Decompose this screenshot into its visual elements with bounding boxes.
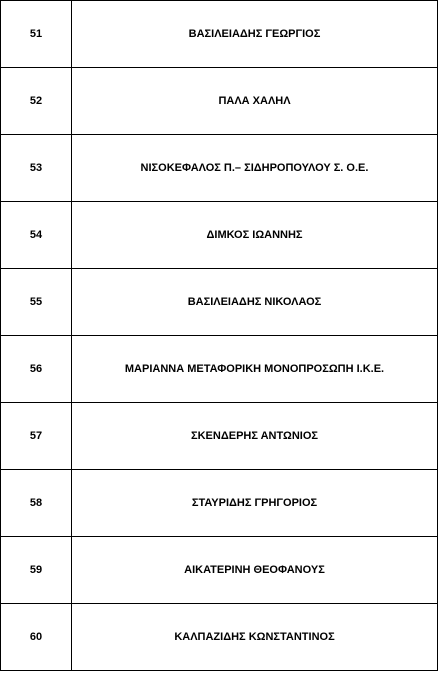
row-number-cell: 56	[1, 336, 72, 403]
row-name-cell: ΔΙΜΚΟΣ ΙΩΑΝΝΗΣ	[72, 202, 438, 269]
row-number-cell: 54	[1, 202, 72, 269]
row-name-cell: ΣΚΕΝΔΕΡΗΣ ΑΝΤΩΝΙΟΣ	[72, 403, 438, 470]
row-number-cell: 53	[1, 135, 72, 202]
row-number-cell: 60	[1, 604, 72, 671]
table-row	[1, 68, 438, 135]
row-name-cell: ΑΙΚΑΤΕΡΙΝΗ ΘΕΟΦΑΝΟΥΣ	[72, 537, 438, 604]
row-name-cell: ΒΑΣΙΛΕΙΑΔΗΣ ΓΕΩΡΓΙΟΣ	[72, 1, 438, 68]
table-row	[1, 403, 438, 470]
row-number-cell: 58	[1, 470, 72, 537]
row-name-cell: ΝΙΣΟΚΕΦΑΛΟΣ Π.– ΣΙΔΗΡΟΠΟΥΛΟΥ Σ. Ο.Ε.	[72, 135, 438, 202]
row-number-cell: 52	[1, 68, 72, 135]
table-row	[1, 336, 438, 403]
row-name-cell: ΠΑΛΑ ΧΑΛΗΛ	[72, 68, 438, 135]
row-name-cell: ΚΑΛΠΑΖΙΔΗΣ ΚΩΝΣΤΑΝΤΙΝΟΣ	[72, 604, 438, 671]
row-number-cell: 51	[1, 1, 72, 68]
table-row	[1, 604, 438, 671]
row-number-cell: 55	[1, 269, 72, 336]
table-row	[1, 135, 438, 202]
table-row	[1, 269, 438, 336]
table-row	[1, 1, 438, 68]
table-row	[1, 537, 438, 604]
row-number-cell: 59	[1, 537, 72, 604]
table-row	[1, 470, 438, 537]
row-number-cell: 57	[1, 403, 72, 470]
row-name-cell: ΣΤΑΥΡΙΔΗΣ ΓΡΗΓΟΡΙΟΣ	[72, 470, 438, 537]
row-name-cell: ΜΑΡΙΑΝΝΑ ΜΕΤΑΦΟΡΙΚΗ ΜΟΝΟΠΡΟΣΩΠΗ Ι.Κ.Ε.	[72, 336, 438, 403]
row-name-cell: ΒΑΣΙΛΕΙΑΔΗΣ ΝΙΚΟΛΑΟΣ	[72, 269, 438, 336]
table-body	[1, 1, 438, 671]
table-row	[1, 202, 438, 269]
